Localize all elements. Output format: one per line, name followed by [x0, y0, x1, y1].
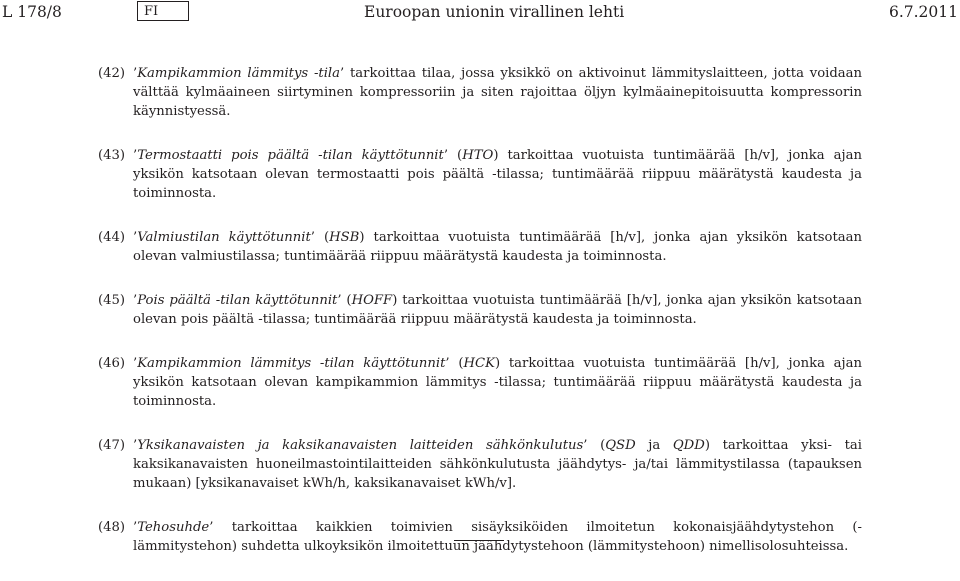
definition-number: (45): [98, 293, 126, 308]
definition-text: tarkoittaa vuotuista tuntimäärää [h/v], jonka ajan yksikön katsotaan olevan valmiustilassa; tuntimäärää riippuu määrätystä kaudesta ja toiminnosta.: [133, 230, 863, 264]
quote-open: ’: [133, 356, 138, 371]
quote-open: ’: [133, 293, 138, 308]
footnote-separator: [454, 540, 504, 541]
language-code-box: FI: [137, 1, 189, 21]
quote-open: ’: [133, 520, 138, 535]
definition-body: [133, 518, 862, 556]
definition-item: [98, 518, 862, 556]
definition-text: tarkoittaa yksi- tai kaksikanavaisten huoneilmastointilaitteiden sähkönkulutusta jäähdytys- ja/tai lämmitystilassa (tapauksen mukaan) [yksikanavaiset kWh/h, kaksikanavaiset kWh/v].: [133, 438, 862, 491]
definition-abbreviation: HTO: [462, 148, 494, 163]
definition-term: Yksikanavaisten ja kaksikanavaisten laitteiden sähkönkulutus: [137, 438, 584, 453]
quote-close: ’: [583, 438, 588, 453]
quote-open: ’: [133, 438, 138, 453]
quote-open: ’: [133, 66, 138, 81]
abbr-open: (: [341, 293, 352, 308]
definition-text: tarkoittaa tilaa, jossa yksikkö on aktivoinut lämmityslaitteen, jotta voidaan välttää kylmäaineen siirtyminen kompressoriin ja siten rajoittaa öljyn kylmäainepitoisuutta kompressorin käynnistyessä.: [133, 66, 863, 119]
abbr-close: ): [493, 148, 499, 163]
definition-term: Kampikammion lämmitys -tilan käyttötunnit: [137, 356, 446, 371]
abbr-close: ): [704, 438, 710, 453]
definition-item: [98, 146, 862, 203]
abbr-open: (: [587, 438, 606, 453]
definition-body: [133, 228, 862, 266]
definition-number: (48): [98, 520, 126, 535]
page-reference: L 178/8: [2, 3, 62, 21]
definition-text: tarkoittaa kaikkien toimivien sisäyksiköiden ilmoitetun kokonaisjäähdytystehon (-lämmitystehon) suhdetta ulkoyksikön ilmoitettuun jäähdytystehoon (lämmitystehoon) nimellisolosuhteissa.: [133, 520, 862, 554]
definition-item: [98, 228, 862, 266]
abbr-close: ): [494, 356, 501, 371]
quote-close: ’: [209, 520, 214, 535]
quote-close: ’: [340, 66, 345, 81]
quote-open: ’: [133, 148, 138, 163]
definition-item: [98, 64, 862, 121]
journal-title: Euroopan unionin virallinen lehti: [364, 3, 625, 21]
definition-number: (43): [98, 148, 126, 163]
abbr-close: ): [359, 230, 365, 245]
definition-abbreviation: HOFF: [351, 293, 393, 308]
quote-close: ’: [445, 356, 450, 371]
abbr-open: (: [448, 148, 463, 163]
definitions-list: [98, 64, 862, 581]
definition-body: [133, 436, 862, 493]
definition-number: (42): [98, 66, 126, 81]
definition-body: [133, 64, 862, 121]
definition-text: tarkoittaa vuotuista tuntimäärää [h/v], jonka ajan yksikön katsotaan olevan pois päältä -tilassa; tuntimäärää riippuu määrätystä kaudesta ja toiminnosta.: [133, 293, 862, 327]
definition-body: [133, 291, 862, 329]
definition-abbreviation: QSD: [605, 438, 636, 453]
definition-item: [98, 354, 862, 411]
abbr-close: ): [392, 293, 398, 308]
definition-term: Tehosuhde: [137, 520, 210, 535]
definition-term: Pois päältä -tilan käyttötunnit: [137, 293, 338, 308]
definition-term: Termostaatti pois päältä -tilan käyttötunnit: [137, 148, 444, 163]
definition-body: [133, 146, 862, 203]
definition-abbreviation: HSB: [329, 230, 360, 245]
abbr-open: (: [449, 356, 464, 371]
abbr-open: (: [315, 230, 330, 245]
definition-body: [133, 354, 862, 411]
definition-number: (46): [98, 356, 126, 371]
quote-close: ’: [310, 230, 315, 245]
definition-text: tarkoittaa vuotuista tuntimäärää [h/v], jonka ajan yksikön katsotaan olevan kampikammion lämmitys -tilassa; tuntimäärää riippuu määrätystä kaudesta ja toiminnosta.: [133, 356, 862, 409]
definition-number: (47): [98, 438, 126, 453]
definition-number: (44): [98, 230, 126, 245]
page-header: [0, 2, 960, 26]
publication-date: 6.7.2011: [888, 3, 958, 21]
definition-term: Kampikammion lämmitys -tila: [137, 66, 341, 81]
quote-close: ’: [443, 148, 449, 163]
definition-abbreviation-2: QDD: [672, 438, 705, 453]
definition-text: tarkoittaa vuotuista tuntimäärää [h/v], jonka ajan yksikön katsotaan olevan termostaatti pois päältä -tilassa; tuntimäärää riippuu määrätystä kaudesta ja toiminnosta.: [133, 148, 862, 201]
definition-item: [98, 436, 862, 493]
quote-close: ’: [337, 293, 342, 308]
definition-abbreviation: HCK: [463, 356, 495, 371]
abbr-joiner: ja: [635, 438, 673, 453]
definition-term: Valmiustilan käyttötunnit: [137, 230, 311, 245]
quote-open: ’: [133, 230, 138, 245]
definition-item: [98, 291, 862, 329]
